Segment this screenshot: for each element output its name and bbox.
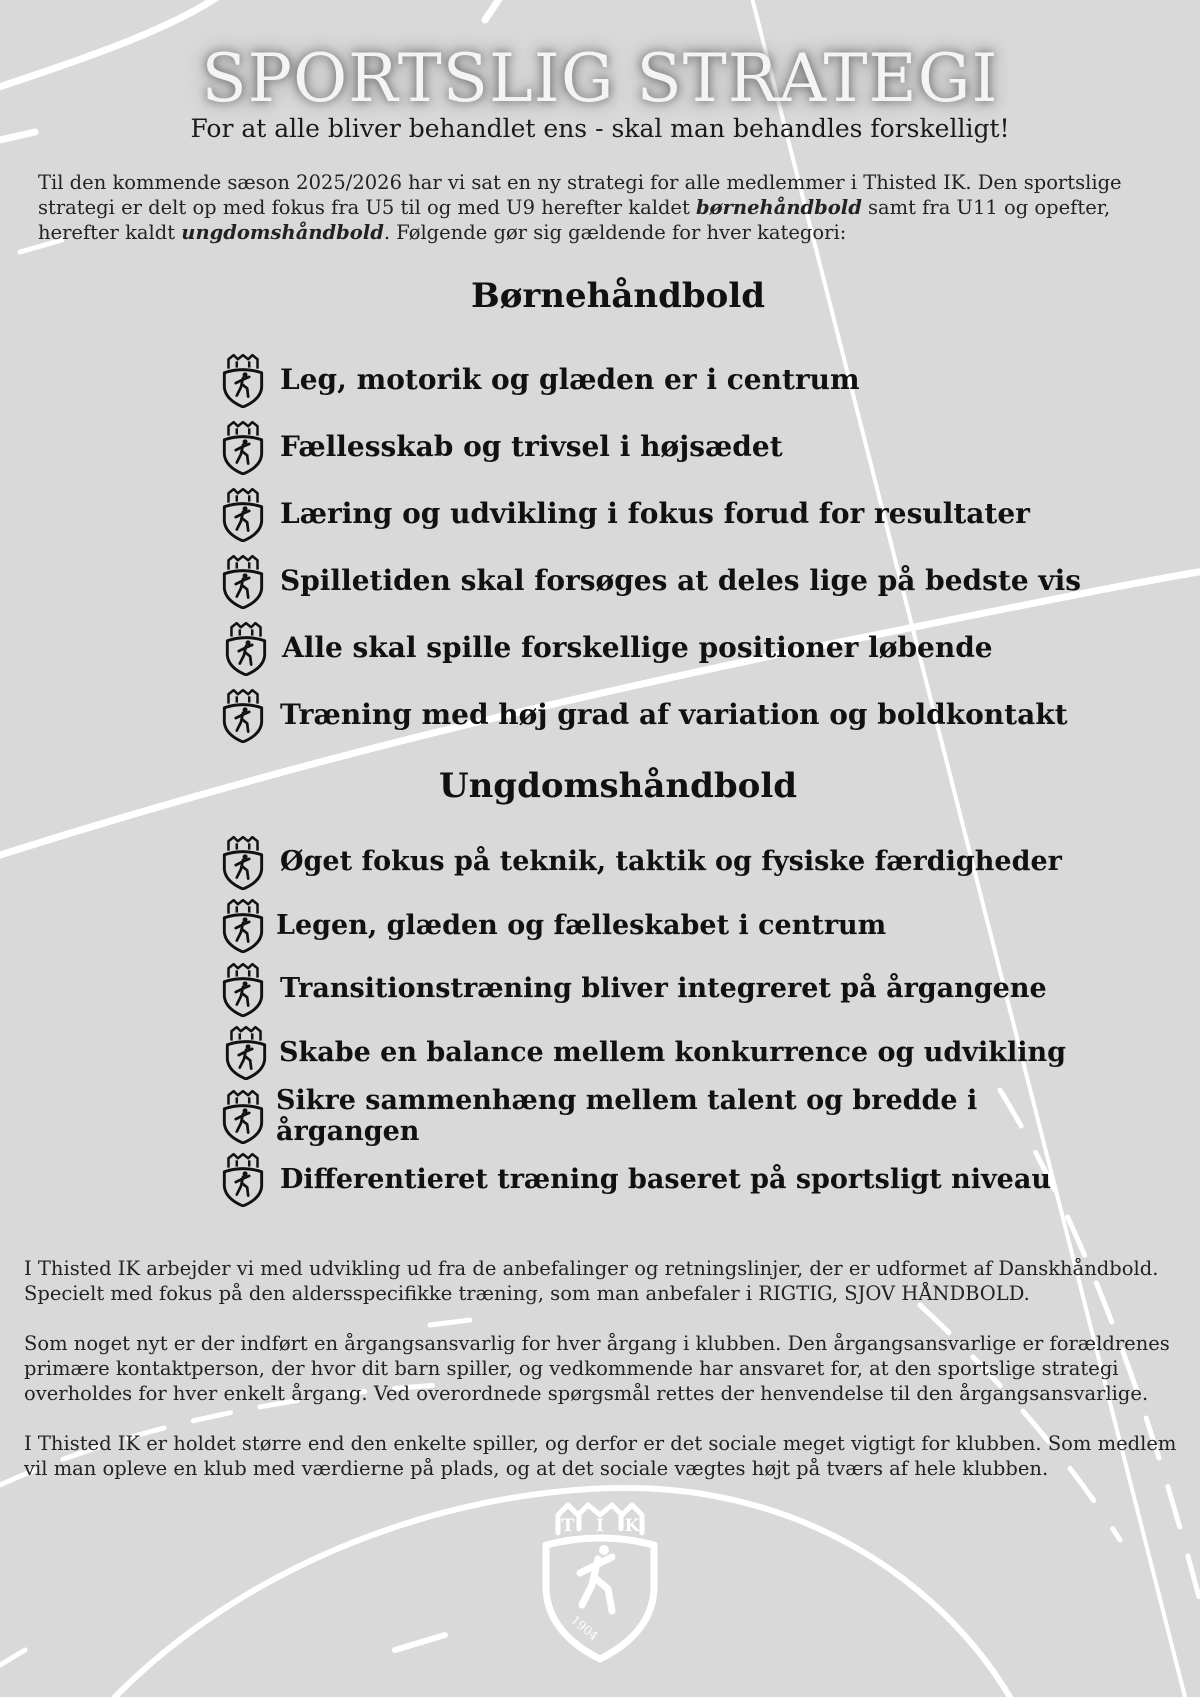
list-item-label: Spilletiden skal forsøges at deles lige på bedste vis (280, 564, 1082, 597)
list-item (222, 413, 1122, 480)
list-item (222, 1148, 1122, 1212)
club-crest-icon (222, 553, 264, 609)
list-item (222, 1021, 1122, 1085)
closing-paragraph: I Thisted IK er holdet større end den enkelte spiller, og derfor er det sociale meget vigtigt for klubben. Som medlem vil man opleve en klub med værdierne på plads, og at det sociale vægtes højt på tværs af hele klubben. (24, 1432, 1177, 1480)
list-item (222, 547, 1122, 614)
list-item (222, 480, 1122, 547)
club-crest-icon (222, 834, 264, 890)
closing-text (24, 1256, 1184, 1506)
list-item (222, 830, 1122, 894)
intro-text-3: . Følgende gør sig gældende for hver kategori: (383, 221, 847, 244)
section-heading-youth-handball: Ungdomshåndbold (438, 766, 798, 806)
list-item-label: Træning med høj grad af variation og boldkontakt (280, 698, 1068, 731)
list-item-label: Læring og udvikling i fokus forud for resultater (280, 497, 1030, 530)
intro-term-childrens-handball: børnehåndbold (696, 196, 862, 219)
intro-text-1: Til den kommende sæson 2025/2026 har vi sat en ny strategi for alle medlemmer i Thisted IK. Den sportslige strategi er delt op med fokus fra U5 til og med U9 herefter kaldet (38, 171, 1122, 219)
intro-term-youth-handball: ungdomshåndbold (181, 221, 384, 244)
list-item (222, 681, 1122, 748)
logo-letter: T (561, 1516, 575, 1536)
club-crest-icon (222, 486, 264, 542)
list-item-label: Øget fokus på teknik, taktik og fysiske færdigheder (280, 846, 1062, 878)
list-item-label: Skabe en balance mellem konkurrence og udvikling (279, 1036, 1066, 1068)
list-item-label: Transitionstræning bliver integreret på årgangene (280, 973, 1047, 1005)
list-item (222, 957, 1122, 1021)
closing-paragraph: I Thisted IK arbejder vi med udvikling ud fra de anbefalinger og retningslinjer, der er udformet af Danskhåndbold. Specielt med fokus på den aldersspecifikke træning, som man anbefaler i RIGTIG, SJOV HÅNDBOLD. (24, 1257, 1159, 1305)
club-crest-icon (222, 897, 264, 953)
club-crest-icon (225, 1024, 267, 1080)
youth-handball-list (222, 830, 1122, 1211)
logo-letter: I (596, 1516, 604, 1536)
childrens-handball-list (222, 346, 1122, 748)
list-item-label: Legen, glæden og fælleskabet i centrum (276, 909, 887, 941)
page-title: SPORTSLIG STRATEGI (201, 40, 999, 117)
list-item (222, 894, 1122, 958)
list-item-label: Differentieret træning baseret på sportsligt niveau (280, 1163, 1051, 1195)
logo-year: 1904 (568, 1612, 601, 1644)
list-item-label: Leg, motorik og glæden er i centrum (280, 363, 860, 396)
closing-paragraph: Som noget nyt er der indført en årgangsansvarlig for hver årgang i klubben. Den årgangsansvarlige er forældrenes primære kontaktperson, der hvor dit barn spiller, og vedkommende har ansvaret for, at den sportslige strategi overholdes for hver enkelt årgang. Ved overordnede spørgsmål rettes der henvendelse til den årgangsansvarlige. (24, 1332, 1170, 1405)
intro-text-2: samt fra U11 og opefter, herefter kaldt (38, 196, 1111, 244)
club-crest-icon (225, 620, 267, 676)
club-crest-icon (222, 687, 264, 743)
list-item-label: Alle skal spille forskellige positioner løbende (282, 631, 993, 664)
section-heading-childrens-handball: Børnehåndbold (470, 276, 766, 316)
club-crest-icon (222, 1088, 264, 1144)
list-item (222, 1084, 1122, 1148)
intro-paragraph (38, 170, 1168, 245)
logo-letter: K (624, 1516, 640, 1536)
club-crest-icon (222, 961, 264, 1017)
list-item (222, 614, 1122, 681)
page-subtitle: For at alle bliver behandlet ens - skal man behandles forskelligt! (190, 114, 1010, 143)
club-crest-icon (222, 1151, 264, 1207)
list-item (222, 346, 1122, 413)
club-crest-icon (222, 352, 264, 408)
list-item-label: Fællesskab og trivsel i højsædet (280, 430, 783, 463)
list-item-label: Sikre sammenhæng mellem talent og bredde i årgangen (276, 1084, 978, 1147)
club-logo (538, 1493, 662, 1663)
club-crest-icon (222, 419, 264, 475)
